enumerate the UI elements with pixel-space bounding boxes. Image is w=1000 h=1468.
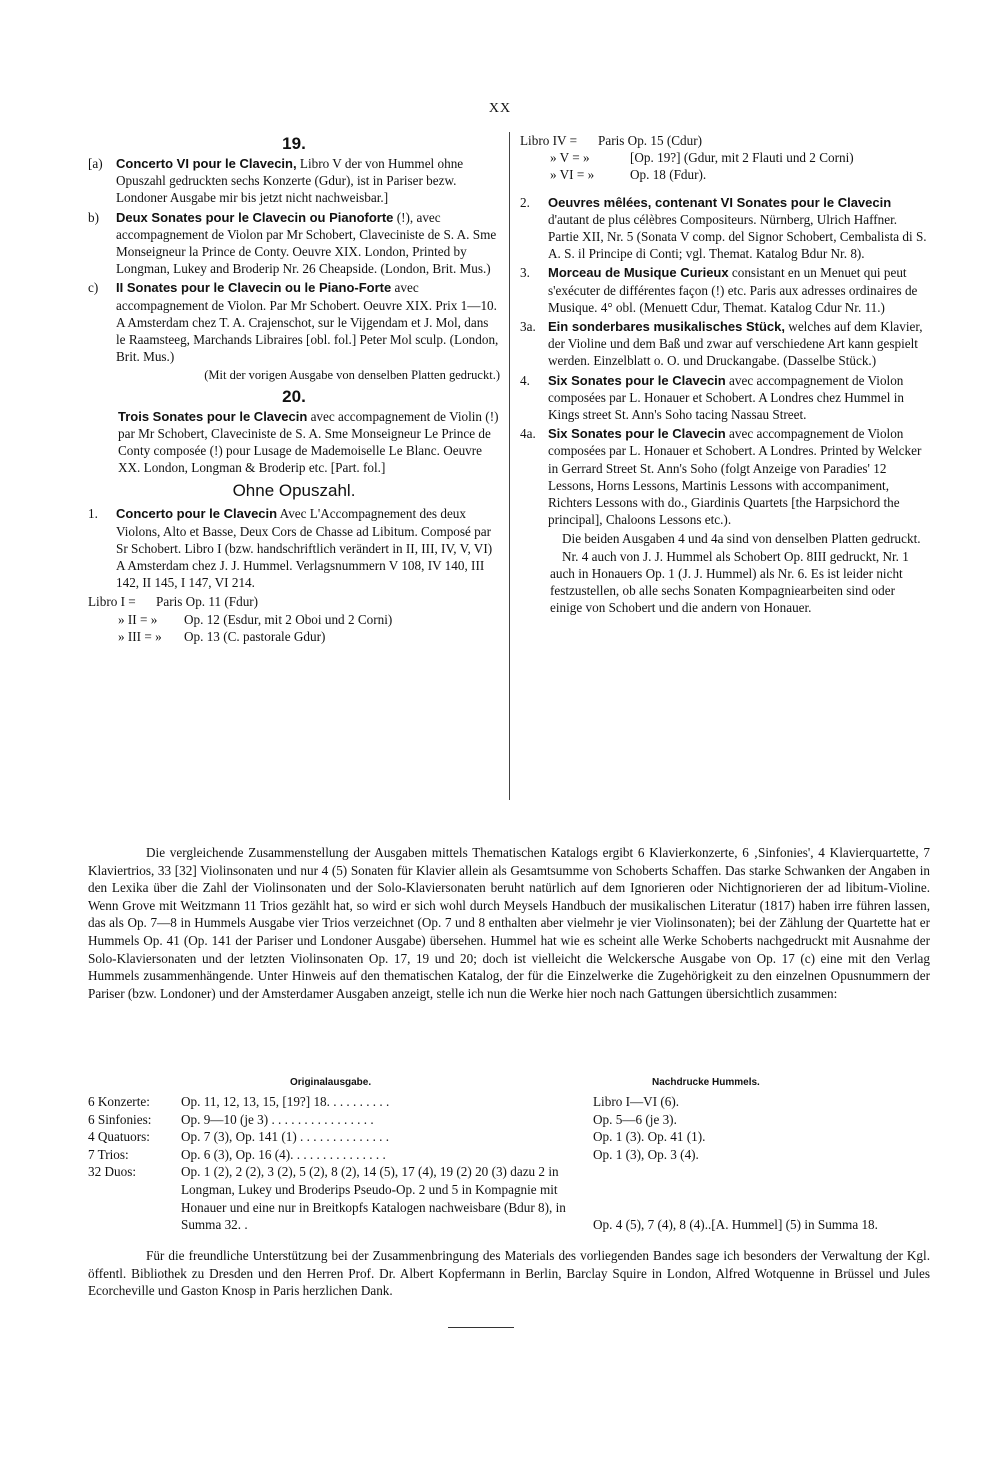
entry-ohne-1 [88,505,500,591]
libro-value: Paris Op. 11 (Fdur) [156,594,259,610]
entry-title: Concerto pour le Clavecin [116,506,278,522]
entry-19a [88,155,500,207]
table-row [88,1146,930,1164]
paragraph-honauer: Nr. 4 auch von J. J. Hummel als Schobert Op. 8III gedruckt, Nr. 1 auch in Honauers Op. 1 (J. J. Hummel) als Nr. 6. Es ist leider nicht festzustellen, ob alle sechs Sonaten Kompagniearbeiten sind oder einige von Schobert und die andern von Honauer. [550,548,909,616]
entry-text: Avec L'Accompagnement des deux Violons, Alto et Basse, Deux Cors de Chasse ad Libitum. Composé par Sr Schobert. Libro I (bzw. handschriftlich verändert in II, III, IV, V, VI) A Amsterdam chez J. J. Hummel. Verlagsnummern V 108, IV 140, III 142, II 145, I 147, VI 214. [116,506,493,591]
libro-row [520,132,930,149]
entry-label: 1. [88,506,98,522]
libro-key: » III = » [118,628,162,644]
table-row [88,1163,930,1233]
entry-4 [520,372,930,424]
libro-value: Op. 18 (Fdur). [630,167,707,183]
table-row [88,1093,930,1111]
entry-19b [88,209,500,278]
entry-title: Six Sonates pour le Clavecin [548,372,726,388]
entry-text: consistant en un Menuet qui peut s'exécuter de différentes façon (!) etc. Paris aux adresses ordinaires de Musique. 4° obl. (Menuett Cdur, Themat. Katalog Cdur Nr. 11.) [548,265,918,315]
genre-cell: 4 Quatuors: [88,1129,150,1145]
right-column [520,132,930,616]
entry-title: Morceau de Musique Curieux [548,265,729,281]
entry-text: avec accompagnement de Violin (!) par Mr Schobert, Claveciniste de S. A. Sme Monseigneur Le Prince de Conty composée (!) pour Lusage de Mademoiselle Le Blanc. Oeuvre XX. London, Longman & Broderip etc. [Part. fol.] [118,408,499,476]
entry-label: b) [88,209,99,225]
entry-title: Trois Sonates pour le Clavecin [118,408,308,424]
libro-key: » V = » [550,150,590,166]
entry-text: avec accompagnement de Violon composées par L. Honauer et Schobert. A Londres chez Hummel in Kings street St. Ann's Soho tacing Nassau Street. [548,372,904,423]
libro-key: Libro IV = [520,133,578,148]
entry-text: Libro V der von Hummel ohne Opuszahl gedruckten sechs Konzerte (Gdur), ist in Pariser bezw. Londoner Ausgabe mir bis jetzt nicht nachweisbar.] [116,156,464,206]
table-row [88,1111,930,1129]
entry-text: d'autant de plus célèbres Compositeurs. Nürnberg, Ulrich Haffner. Partie XII, Nr. 5 (Sonata V comp. del Signor Schobert, Cembalista di S. A. S. il Principe di Conti; vgl. Themat. Katalog Bdur Nr. 8). [548,211,927,262]
original-cell: Op. 9—10 (je 3) . . . . . . . . . . . . . . . . [181,1111,374,1127]
original-cell: Op. 1 (2), 2 (2), 3 (2), 5 (2), 8 (2), 14 (5), 17 (4), 19 (2) 20 (3) dazu 2 in Longman, Lukey und Broderips Pseudo-Op. 2 und 5 in Kompagnie mit Honauer und eine nur in Breitkopfs Katalogen nachweisbare (Bdur 8), in Summa 32. . [181,1164,566,1233]
reprint-cell: Libro I—VI (6). [593,1094,680,1109]
entry-label: 4a. [520,426,536,442]
libro-key: Libro I = [88,594,136,610]
reprint-cell: Op. 1 (3), Op. 3 (4). [593,1146,699,1162]
entry-title: Ein sonderbares musikalisches Stück, [548,319,785,335]
genre-cell: 7 Trios: [88,1146,129,1162]
genre-cell: 32 Duos: [88,1164,136,1180]
section-heading-ohne-opuszahl: Ohne Opuszahl. [232,481,356,501]
entry-4a [520,425,930,528]
entry-label: c) [88,280,99,296]
entry-20 [88,408,500,477]
original-cell: Op. 11, 12, 13, 15, [19?] 18. . . . . . . . . . [181,1094,390,1109]
entry-2 [520,194,930,263]
column-divider [509,132,510,800]
genre-cell: 6 Konzerte: [88,1094,150,1109]
libro-value: Paris Op. 15 (Cdur) [598,133,703,148]
libro-value: Op. 13 (C. pastorale Gdur) [184,628,326,644]
libro-row [520,166,930,183]
entry-text: (!), avec accompagnement de Violon par Mr Schobert, Claveciniste de S. A. Sme Monseigneur la Prince de Conty. Oeuvre XIX. London, Printed by Longman, Lukey and Broderip Nr. 26 Cheapside. (London, Brit. Mus.) [116,209,497,277]
entry-label: 4. [520,372,530,388]
entry-text: avec accompagnement de Violon. Par Mr Schobert. Oeuvre XIX. Prix 1—10. A Amsterdam chez T. A. Crajenschot, sur le Vijgendam et J. Mol, dans le Raamsteeg, Marchands Libraires [obl. fol.] Peter Mol sculp. (London, Brit. Mus.) [116,280,499,365]
libro-value: [Op. 19?] (Gdur, mit 2 Flauti und 2 Corni) [630,150,854,166]
entry-label: 3a. [520,319,536,335]
entry-title: Six Sonates pour le Clavecin [548,426,726,442]
entry-text: welches auf dem Klavier, der Violine und dem Baß und zwar auf verschiedene Art kann gespielt werden. Einzelblatt o. O. und Druckangabe. (Dasselbe Stück.) [548,319,923,369]
heading-20: 20. [282,386,306,406]
entry-label: 2. [520,194,530,210]
comparison-paragraph: Die vergleichende Zusammenstellung der Ausgaben mittels Thematischen Katalogs ergibt 6 Klavierkonzerte, 6 ‚Sinfonies', 4 Klavierquartette, 7 Klaviertrios, 33 [32] Violinsonaten und nur 4 (5) Sonaten für Klavier allein als Gesamtsumme von Schoberts Schaffen. Das starke Schwanken der Angaben in den Lexika über die Zahl der Violinsonaten und der Solo-Klaviersonaten beruht natürlich auf dem Ignorieren oder Nichtignorieren der ad libitum-Violine. Wenn Grove mit Weitzmann 11 Trios gezählt hat, so wird er sich wohl durch Meysels Handbuch der musikalischen Literatur (1817) haben irre führen lassen, das als Op. 7—8 in Hummels Ausgabe vier Trios verzeichnet (Op. 7 und 8 enthalten aber vielmehr je vier Violinsonaten); bei der Zählung der Quartette hat er Hummels Op. 41 (Op. 141 der Pariser und Londoner Ausgabe) übersehen. Hummel hat wie es scheint alle Werke Schoberts nachgedruckt mit Ausnahme der Solo-Klaviersonaten und der letzten Violinsonaten Op. 17, 19 und 20; doch ist vielleicht die Welckersche Ausgabe von Op. 17 (c) eine mit den Verlag Hummels zusammenhängende. Unter Hinweis auf den thematischen Katalog, der für die Einzelwerke die Zugehörigkeit zu den einzelnen Opusnummern der Pariser (bzw. Londoner) und der Amsterdamer Ausgaben anzeigt, stelle ich nun die Werke hier noch nach Gattungen übersichtlich zusammen: [88,845,930,1001]
libro-value: Op. 12 (Esdur, mit 2 Oboi und 2 Corni) [184,611,393,627]
entry-3a [520,318,930,370]
closing-rule [448,1327,514,1328]
original-cell: Op. 7 (3), Op. 141 (1) . . . . . . . . . . . . . . [181,1129,390,1145]
entry-label: 3. [520,265,530,281]
entry-title: II Sonates pour le Clavecin ou le Piano-Forte [116,280,392,296]
original-cell: Op. 6 (3), Op. 16 (4). . . . . . . . . . . . . . . [181,1146,386,1162]
entry-3 [520,264,930,316]
left-column [88,132,500,645]
libro-key: » II = » [118,611,158,627]
reprint-cell: Op. 1 (3). Op. 41 (1). [593,1129,706,1145]
entry-title: Concerto VI pour le Clavecin, [116,156,297,171]
libro-key: » VI = » [550,167,595,183]
genre-cell: 6 Sinfonies: [88,1111,152,1127]
entry-text: avec accompagnement de Violon composées par L. Honauer et Schobert. A Londres. Printed by Welcker in Gerrard Street St. Ann's Soho (folgt Anzeige von Paradies' 12 Lessons, Horns Lessons, Martinis Lessons with accompaniment, Richters Lessons with do., Giardinis Quartets [the Harpsichord the principal], Chaloons Lessons etc.). [548,426,922,528]
entry-19c [88,279,500,365]
libro-row [88,593,500,610]
reprint-cell: Op. 4 (5), 7 (4), 8 (4)..[A. Hummel] (5) in Summa 18. [593,1217,878,1233]
reprint-cell: Op. 5—6 (je 3). [593,1111,677,1127]
table-row [88,1128,930,1146]
column-head-nachdrucke: Nachdrucke Hummels. [652,1077,760,1088]
summary-table [88,1093,930,1234]
entry-title: Oeuvres mêlées, contenant VI Sonates pour le Clavecin [548,194,892,210]
libro-row [88,611,500,628]
column-head-originalausgabe: Originalausgabe. [290,1077,372,1088]
libro-row [88,628,500,645]
entry-19c-note: (Mit der vorigen Ausgabe von denselben Platten gedruckt.) [204,368,500,383]
paragraph-ausgaben: Die beiden Ausgaben 4 und 4a sind von denselben Platten gedruckt. [562,531,921,547]
heading-19: 19. [282,134,306,153]
libro-row [520,149,930,166]
page-number: XX [488,101,512,116]
acknowledgement-paragraph: Für die freundliche Unterstützung bei der Zusammenbringung des Materials des vorliegenden Bandes sage ich besonders der Verwaltung der Kgl. öffentl. Bibliothek zu Dresden und den Herren Prof. Dr. Albert Kopfermann in Berlin, Barclay Squire in London, Alfred Wotquenne in Brüssel und Jules Ecorcheville und Gaston Knosp in Paris herzlichen Dank. [88,1248,930,1299]
entry-title: Deux Sonates pour le Clavecin ou Pianoforte [116,209,394,225]
entry-label: [a) [88,156,103,171]
